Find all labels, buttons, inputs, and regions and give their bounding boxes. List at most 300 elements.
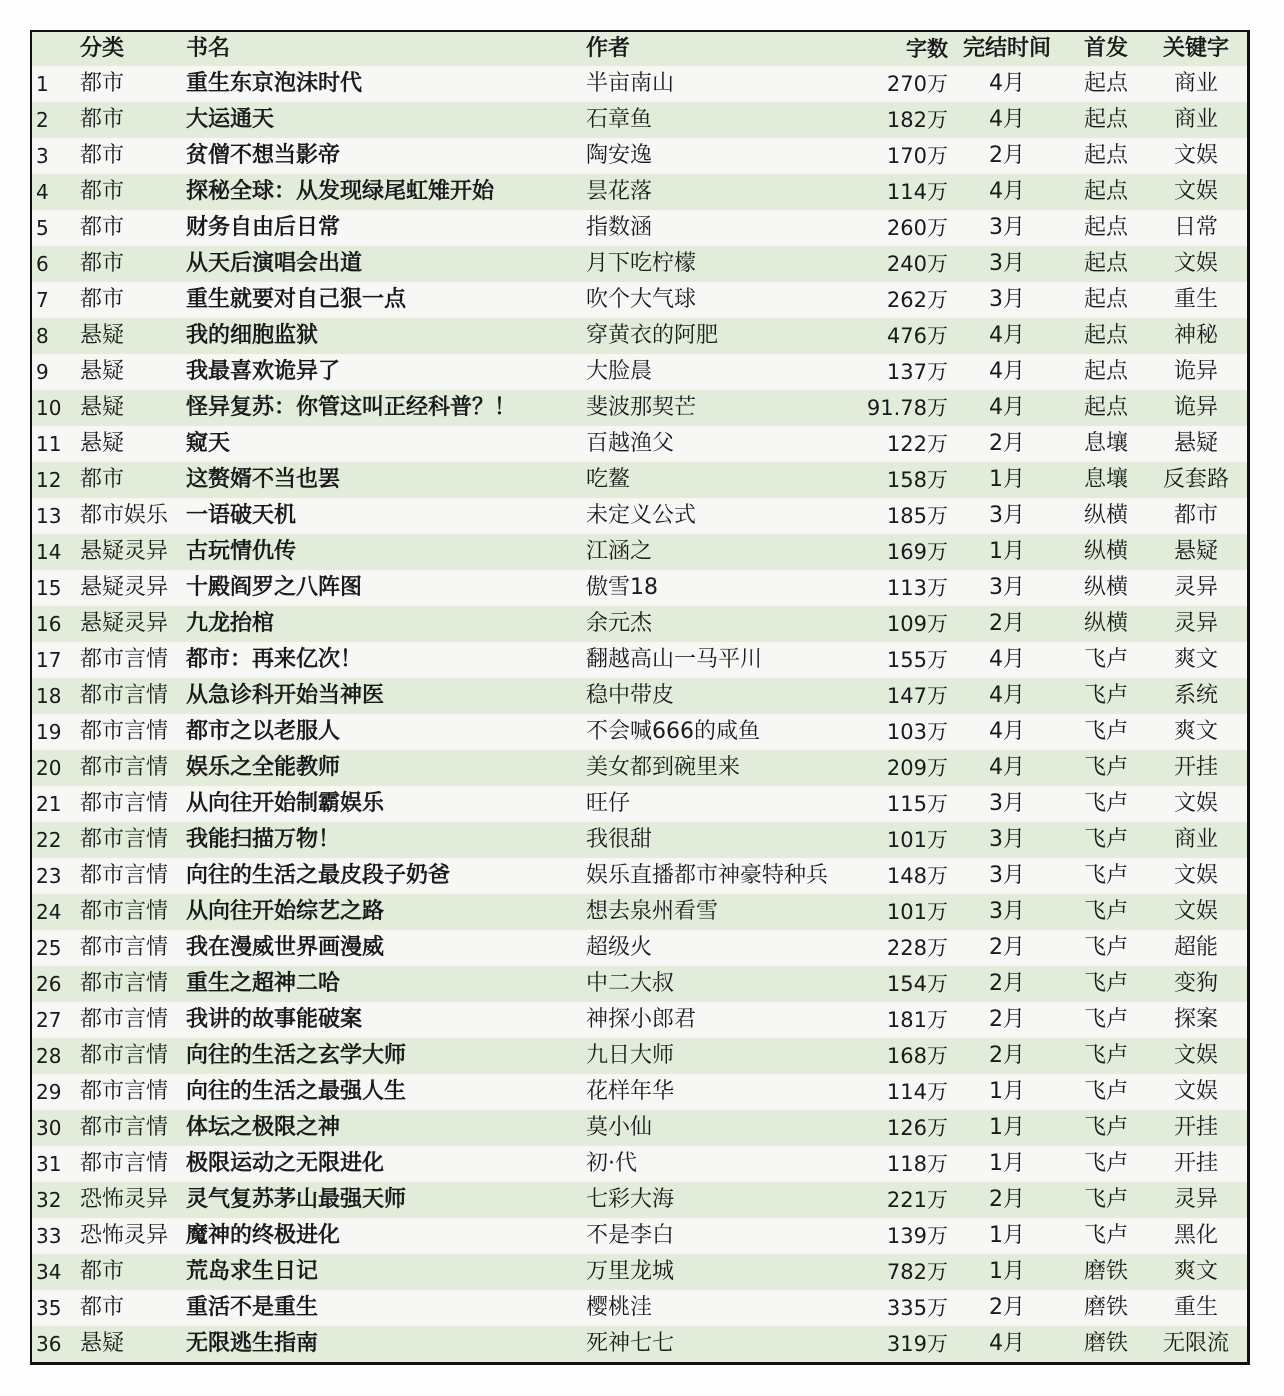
row-title: 大运通天 [186,107,275,132]
row-first-site: 息壤 [1083,431,1128,456]
row-index: 5 [36,216,49,240]
row-category: 都市言情 [80,1007,169,1032]
row-keyword: 悬疑 [1173,431,1218,456]
row-finish-time: 3月 [989,251,1025,276]
row-author: 万里龙城 [586,1259,675,1284]
row-keyword: 开挂 [1173,1115,1218,1140]
row-category: 悬疑灵异 [80,611,169,636]
row-author: 初·代 [586,1151,637,1176]
row-author: 娱乐直播都市神豪特种兵 [586,863,829,888]
row-category: 悬疑 [80,323,125,348]
row-author: 不是李白 [586,1223,675,1248]
row-keyword: 变狗 [1173,971,1218,996]
row-title: 我最喜欢诡异了 [186,359,341,384]
row-index: 3 [36,144,49,168]
row-words: 155万 [886,648,948,672]
table-row [32,354,1247,390]
row-title: 从急诊科开始当神医 [186,683,385,708]
row-words: 147万 [886,684,948,708]
row-words: 168万 [886,1044,948,1068]
row-title: 无限逃生指南 [186,1331,319,1356]
row-first-site: 起点 [1083,71,1128,96]
row-finish-time: 3月 [989,575,1025,600]
table-row [32,606,1247,642]
row-words: 139万 [886,1224,948,1248]
row-keyword: 爽文 [1173,647,1218,672]
row-category: 都市 [80,251,125,276]
row-index: 9 [36,360,49,384]
row-author: 七彩大海 [586,1187,675,1212]
row-index: 18 [36,684,62,708]
row-title: 重生就要对自己狠一点 [186,287,407,312]
table-row [32,1290,1247,1326]
row-index: 1 [36,72,49,96]
row-title: 十殿阎罗之八阵图 [186,575,363,600]
row-index: 33 [36,1224,62,1248]
row-category: 都市言情 [80,1043,169,1068]
row-category: 都市言情 [80,1151,169,1176]
row-index: 30 [36,1116,62,1140]
row-keyword: 爽文 [1173,1259,1218,1284]
row-keyword: 诡异 [1173,359,1218,384]
row-category: 都市 [80,1259,125,1284]
row-keyword: 日常 [1173,215,1218,240]
row-index: 21 [36,792,62,816]
row-author: 旺仔 [586,791,631,816]
row-first-site: 纵横 [1083,575,1128,600]
row-keyword: 重生 [1173,1295,1218,1320]
row-index: 14 [36,540,62,564]
row-first-site: 纵横 [1083,611,1128,636]
row-words: 113万 [886,576,948,600]
header-title: 书名 [186,36,231,61]
row-finish-time: 1月 [989,539,1025,564]
row-index: 17 [36,648,62,672]
row-category: 悬疑 [80,395,125,420]
row-first-site: 飞卢 [1083,1187,1128,1212]
row-title: 荒岛求生日记 [186,1259,319,1284]
row-first-site: 飞卢 [1083,755,1128,780]
table-row [32,1110,1247,1146]
row-words: 335万 [886,1296,948,1320]
row-index: 31 [36,1152,62,1176]
row-words: 270万 [886,72,948,96]
table-row [32,858,1247,894]
row-index: 29 [36,1080,62,1104]
row-words: 782万 [886,1260,948,1284]
table-row [32,678,1247,714]
row-finish-time: 4月 [989,719,1025,744]
row-finish-time: 1月 [989,1115,1025,1140]
row-first-site: 息壤 [1083,467,1128,492]
row-words: 209万 [886,756,948,780]
table-row [32,282,1247,318]
row-index: 24 [36,900,62,924]
row-first-site: 起点 [1083,395,1128,420]
row-first-site: 飞卢 [1083,1151,1128,1176]
row-title: 窥天 [186,431,231,456]
row-first-site: 飞卢 [1083,827,1128,852]
row-index: 16 [36,612,62,636]
row-words: 118万 [886,1152,948,1176]
row-words: 114万 [886,180,948,204]
row-index: 25 [36,936,62,960]
table-header-row [32,32,1247,66]
row-words: 260万 [886,216,948,240]
row-index: 23 [36,864,62,888]
row-category: 都市 [80,215,125,240]
row-finish-time: 4月 [989,323,1025,348]
row-finish-time: 4月 [989,647,1025,672]
row-category: 都市 [80,179,125,204]
row-keyword: 超能 [1173,935,1218,960]
row-finish-time: 4月 [989,1331,1025,1356]
row-author: 傲雪18 [586,575,658,600]
row-first-site: 飞卢 [1083,719,1128,744]
row-index: 35 [36,1296,62,1320]
row-index: 19 [36,720,62,744]
row-title: 古玩情仇传 [186,539,297,564]
row-author: 超级火 [586,935,653,960]
row-keyword: 开挂 [1173,1151,1218,1176]
row-category: 都市言情 [80,863,169,888]
row-finish-time: 4月 [989,683,1025,708]
row-words: 262万 [886,288,948,312]
row-keyword: 开挂 [1173,755,1218,780]
row-words: 182万 [886,108,948,132]
row-keyword: 诡异 [1173,395,1218,420]
row-index: 28 [36,1044,62,1068]
row-author: 想去泉州看雪 [586,899,719,924]
row-title: 从天后演唱会出道 [186,251,363,276]
table-row [32,822,1247,858]
table-row [32,1326,1247,1362]
row-finish-time: 3月 [989,791,1025,816]
row-author: 指数涵 [586,215,653,240]
row-first-site: 纵横 [1083,539,1128,564]
row-title: 重活不是重生 [186,1295,319,1320]
table-row [32,1074,1247,1110]
table-row [32,1218,1247,1254]
row-category: 都市 [80,1295,125,1320]
row-first-site: 起点 [1083,287,1128,312]
header-words: 字数 [906,37,948,61]
row-index: 10 [36,396,62,420]
row-keyword: 文娱 [1173,1043,1218,1068]
table-body [32,66,1247,1362]
row-index: 20 [36,756,62,780]
row-finish-time: 2月 [989,1007,1025,1032]
row-finish-time: 4月 [989,359,1025,384]
row-category: 都市言情 [80,755,169,780]
row-category: 都市 [80,287,125,312]
row-author: 死神七七 [586,1331,675,1356]
row-title: 探秘全球：从发现绿尾虹雉开始 [186,179,495,204]
row-title: 我讲的故事能破案 [186,1007,363,1032]
row-first-site: 飞卢 [1083,1115,1128,1140]
row-category: 都市言情 [80,935,169,960]
row-first-site: 飞卢 [1083,1223,1128,1248]
row-keyword: 系统 [1173,683,1218,708]
header-first-site: 首发 [1083,36,1128,61]
row-keyword: 反套路 [1162,467,1229,492]
row-index: 4 [36,180,49,204]
row-finish-time: 2月 [989,1187,1025,1212]
table-row [32,318,1247,354]
row-words: 169万 [886,540,948,564]
table-row [32,498,1247,534]
row-category: 都市言情 [80,791,169,816]
row-first-site: 磨铁 [1083,1331,1128,1356]
row-finish-time: 1月 [989,467,1025,492]
table-row [32,102,1247,138]
row-keyword: 商业 [1173,71,1218,96]
row-author: 我很甜 [586,827,653,852]
table-row [32,1038,1247,1074]
row-title: 极限运动之无限进化 [186,1151,385,1176]
row-first-site: 飞卢 [1083,935,1128,960]
row-keyword: 探案 [1173,1007,1218,1032]
row-title: 我能扫描万物！ [186,827,341,852]
row-author: 神探小郎君 [586,1007,697,1032]
row-finish-time: 2月 [989,1295,1025,1320]
row-category: 都市言情 [80,647,169,672]
row-author: 百越渔父 [586,431,675,456]
row-title: 从向往开始综艺之路 [186,899,385,924]
row-title: 都市：再来亿次！ [186,647,363,672]
table-row [32,570,1247,606]
row-author: 斐波那契芒 [586,395,697,420]
row-index: 36 [36,1332,62,1356]
row-finish-time: 2月 [989,1043,1025,1068]
row-author: 不会喊666的咸鱼 [586,719,760,744]
row-finish-time: 2月 [989,143,1025,168]
row-category: 都市言情 [80,899,169,924]
row-author: 吹个大气球 [586,287,697,312]
row-first-site: 起点 [1083,179,1128,204]
row-keyword: 文娱 [1173,179,1218,204]
row-words: 122万 [886,432,948,456]
row-index: 7 [36,288,49,312]
row-author: 穿黄衣的阿肥 [586,323,719,348]
row-words: 221万 [886,1188,948,1212]
row-author: 石章鱼 [586,107,653,132]
row-author: 莫小仙 [586,1115,653,1140]
row-category: 悬疑 [80,431,125,456]
row-author: 美女都到碗里来 [586,755,741,780]
row-category: 都市 [80,107,125,132]
row-keyword: 商业 [1173,107,1218,132]
row-keyword: 神秘 [1173,323,1218,348]
row-first-site: 飞卢 [1083,1079,1128,1104]
row-words: 126万 [886,1116,948,1140]
row-keyword: 都市 [1173,503,1218,528]
row-index: 34 [36,1260,62,1284]
table-row [32,642,1247,678]
row-keyword: 灵异 [1173,611,1218,636]
row-finish-time: 4月 [989,71,1025,96]
table-row [32,1002,1247,1038]
table-row [32,750,1247,786]
row-finish-time: 3月 [989,899,1025,924]
row-title: 都市之以老服人 [186,719,341,744]
row-category: 悬疑灵异 [80,539,169,564]
row-keyword: 文娱 [1173,1079,1218,1104]
row-author: 未定义公式 [586,503,697,528]
row-category: 悬疑灵异 [80,575,169,600]
table-row [32,390,1247,426]
row-category: 悬疑 [80,359,125,384]
row-category: 恐怖灵异 [80,1187,169,1212]
row-index: 15 [36,576,62,600]
row-author: 江涵之 [586,539,653,564]
header-author: 作者 [586,36,631,61]
row-first-site: 飞卢 [1083,791,1128,816]
row-first-site: 飞卢 [1083,1043,1128,1068]
row-index: 27 [36,1008,62,1032]
row-index: 12 [36,468,62,492]
row-finish-time: 4月 [989,755,1025,780]
row-author: 樱桃洼 [586,1295,653,1320]
row-author: 陶安逸 [586,143,653,168]
row-first-site: 起点 [1083,359,1128,384]
row-finish-time: 4月 [989,107,1025,132]
header-keyword: 关键字 [1162,36,1229,61]
row-keyword: 灵异 [1173,1187,1218,1212]
table-row [32,714,1247,750]
row-index: 8 [36,324,49,348]
row-title: 重生之超神二哈 [186,971,341,996]
row-category: 悬疑 [80,1331,125,1356]
row-title: 重生东京泡沫时代 [186,71,363,96]
table-row [32,1182,1247,1218]
row-finish-time: 1月 [989,1259,1025,1284]
row-words: 228万 [886,936,948,960]
row-words: 109万 [886,612,948,636]
row-title: 我在漫威世界画漫威 [186,935,385,960]
table-row [32,462,1247,498]
row-finish-time: 4月 [989,395,1025,420]
row-author: 大脸晨 [586,359,653,384]
row-category: 都市言情 [80,683,169,708]
row-author: 昙花落 [586,179,653,204]
row-words: 91.78万 [866,396,948,420]
row-author: 吃鳌 [586,467,631,492]
row-keyword: 黑化 [1173,1223,1218,1248]
row-title: 娱乐之全能教师 [186,755,341,780]
row-category: 都市 [80,143,125,168]
row-author: 花样年华 [586,1079,675,1104]
row-first-site: 磨铁 [1083,1259,1128,1284]
row-author: 翻越高山一马平川 [586,647,763,672]
row-first-site: 飞卢 [1083,863,1128,888]
table-row [32,426,1247,462]
row-finish-time: 1月 [989,1079,1025,1104]
row-index: 11 [36,432,62,456]
row-first-site: 磨铁 [1083,1295,1128,1320]
row-finish-time: 3月 [989,827,1025,852]
row-category: 都市言情 [80,827,169,852]
row-index: 22 [36,828,62,852]
table-row [32,966,1247,1002]
row-category: 都市言情 [80,719,169,744]
row-keyword: 商业 [1173,827,1218,852]
row-author: 月下吃柠檬 [586,251,697,276]
row-finish-time: 2月 [989,611,1025,636]
row-category: 都市娱乐 [80,503,169,528]
table-row [32,1146,1247,1182]
row-category: 都市言情 [80,971,169,996]
row-words: 103万 [886,720,948,744]
row-title: 我的细胞监狱 [186,323,319,348]
row-first-site: 起点 [1083,251,1128,276]
row-keyword: 文娱 [1173,251,1218,276]
row-index: 32 [36,1188,62,1212]
table-row [32,138,1247,174]
row-finish-time: 1月 [989,1151,1025,1176]
row-words: 181万 [886,1008,948,1032]
table-row [32,534,1247,570]
row-words: 115万 [886,792,948,816]
row-author: 九日大师 [586,1043,675,1068]
row-index: 2 [36,108,49,132]
row-title: 财务自由后日常 [186,215,341,240]
row-keyword: 文娱 [1173,899,1218,924]
row-words: 476万 [886,324,948,348]
row-words: 114万 [886,1080,948,1104]
row-first-site: 起点 [1083,143,1128,168]
row-category: 都市言情 [80,1115,169,1140]
row-author: 余元杰 [586,611,653,636]
row-finish-time: 2月 [989,431,1025,456]
row-keyword: 文娱 [1173,863,1218,888]
row-words: 158万 [886,468,948,492]
table-row [32,930,1247,966]
table-row [32,174,1247,210]
row-category: 都市言情 [80,1079,169,1104]
row-finish-time: 2月 [989,935,1025,960]
row-title: 体坛之极限之神 [186,1115,341,1140]
row-title: 魔神的终极进化 [186,1223,341,1248]
row-words: 319万 [886,1332,948,1356]
row-first-site: 飞卢 [1083,683,1128,708]
row-first-site: 起点 [1083,107,1128,132]
row-category: 都市 [80,71,125,96]
novel-table [30,30,1250,1365]
row-first-site: 飞卢 [1083,899,1128,924]
row-title: 向往的生活之最皮段子奶爸 [186,863,451,888]
row-index: 26 [36,972,62,996]
table-row [32,66,1247,102]
row-first-site: 飞卢 [1083,971,1128,996]
row-title: 一语破天机 [186,503,297,528]
row-finish-time: 4月 [989,179,1025,204]
row-finish-time: 3月 [989,503,1025,528]
row-keyword: 无限流 [1162,1331,1229,1356]
row-keyword: 灵异 [1173,575,1218,600]
row-first-site: 飞卢 [1083,1007,1128,1032]
header-finish-time: 完结时间 [962,36,1051,61]
table-row [32,786,1247,822]
row-keyword: 爽文 [1173,719,1218,744]
row-finish-time: 3月 [989,215,1025,240]
row-words: 137万 [886,360,948,384]
row-words: 170万 [886,144,948,168]
row-title: 这赘婿不当也罢 [186,467,341,492]
header-category: 分类 [80,36,125,61]
row-title: 贫僧不想当影帝 [186,143,341,168]
row-title: 向往的生活之玄学大师 [186,1043,407,1068]
